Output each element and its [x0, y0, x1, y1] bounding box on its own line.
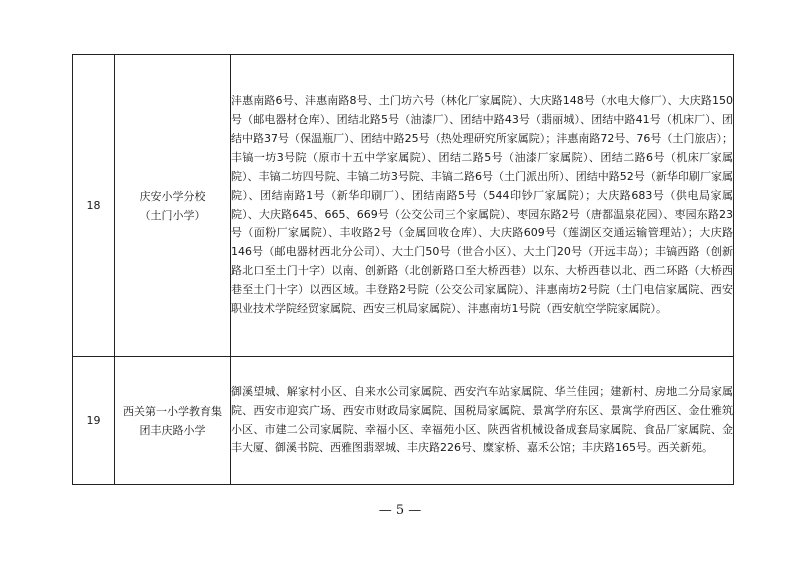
school-name-line: 西关第一小学教育集 — [123, 404, 222, 418]
school-name-line: （土门小学） — [139, 208, 206, 222]
row-number: 19 — [73, 357, 115, 485]
page-number: — 5 — — [378, 503, 422, 518]
school-name-line: 团丰庆路小学 — [139, 423, 206, 437]
table-row — [73, 55, 734, 357]
service-area-text: 御溪望城、解家村小区、自来水公司家属院、西安汽车站家属院、华兰佳园；建新村、房地二分局家属院、西安市迎宾广场、西安市财政局家属院、国税局家属院、景寓学府东区、景寓学府西区、金仕雅筑小区、市建二公司家属院、幸福小区、幸福苑小区、陕西省机械设备成套局家属院、食品厂家属院、金丰大厦、御溪书院、西雅图翡翠城、丰庆路226号、糜家桥、嘉禾公馆；丰庆路165号。西关新苑。 — [231, 384, 733, 455]
table-row — [73, 357, 734, 485]
service-area-cell — [231, 357, 734, 485]
school-name-cell — [115, 55, 231, 357]
school-name-cell — [115, 357, 231, 485]
service-area-cell — [231, 55, 734, 357]
enrollment-zone-table — [72, 54, 734, 485]
row-number: 18 — [73, 55, 115, 357]
service-area-text: 沣惠南路6号、沣惠南路8号、土门坊六号（林化厂家属院）、大庆路148号（水电大修厂）、大庆路150号（邮电器材仓库）、团结北路5号（油漆厂）、团结中路43号（翡丽城）、团结中路41号（机床厂）、团结中路37号（保温瓶厂）、团结中路25号（热处理研究所家属院）；沣惠南路72号、76号（土门旅店）；丰镐一坊3号院（原市十五中学家属院）、团结二路5号（油漆厂家属院）、团结二路6号（机床厂家属院）、丰镐二坊四号院、丰镐二坊3号院、丰镐二路6号（土门派出所）、团结中路52号（新华印刷厂家属院）、团结南路1号（新华印刷厂）、团结南路5号（544印钞厂家属院）；大庆路683号（供电局家属院）、大庆路645、665、669号（公交公司三个家属院）、枣园东路2号（唐都温泉花园）、枣园东路23号（面粉厂家属院）、丰收路2号（金属回收仓库）、大庆路609号（莲湖区交通运输管理站）；大庆路146号（邮电器材西北分公司）、大土门50号（世合小区）、大土门20号（开远丰岛）；丰镐西路（创新路北口至土门十字）以南、创新路（北创新路口至大桥西巷）以东、大桥西巷以北、西二环路（大桥西巷至土门十字）以西区域。丰登路2号院（公交公司家属院）、沣惠南坊2号院（土门电信家属院、西安职业技术学院经贸家属院、西安三机局家属院）、沣惠南坊1号院（西安航空学院家属院）。 — [231, 94, 733, 316]
school-name-line: 庆安小学分校 — [139, 189, 206, 203]
